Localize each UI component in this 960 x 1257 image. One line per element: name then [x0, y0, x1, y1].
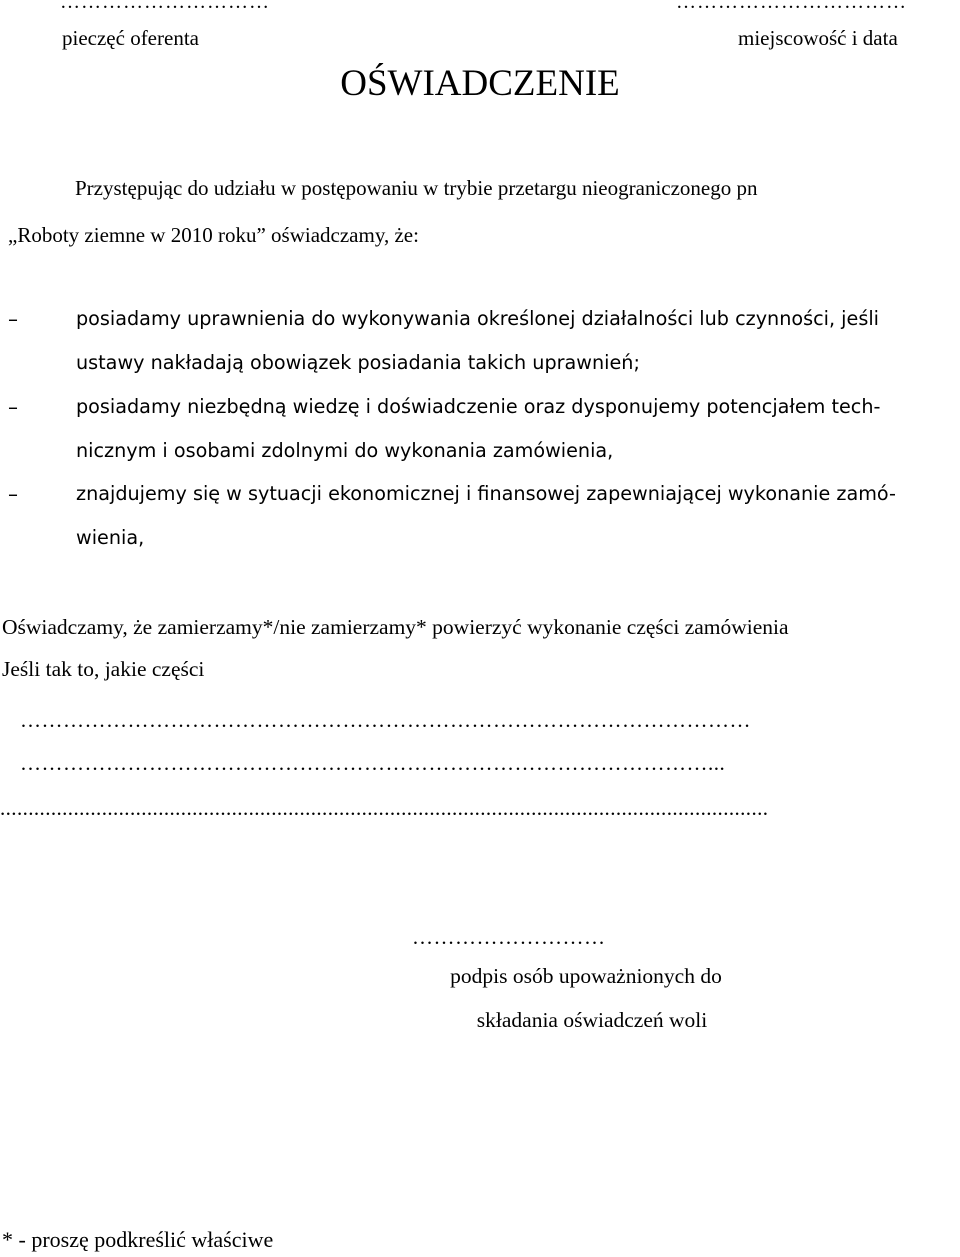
list-item-2-line-1: posiadamy niezbędną wiedzę i doświadczenie oraz dysponujemy potencjałem tech-	[76, 395, 881, 418]
stamp-label: pieczęć oferenta	[62, 26, 199, 50]
intro-line-1: Przystępując do udziału w postępowaniu w trybie przetargu nieograniczonego pn	[75, 176, 758, 200]
list-dash: –	[8, 307, 18, 331]
subcontract-statement: Oświadczamy, że zamierzamy*/nie zamierzamy* powierzyć wykonanie części zamówienia	[2, 615, 789, 639]
subcontract-question: Jeśli tak to, jakie części	[2, 657, 205, 681]
signature-label-line-2: składania oświadczeń woli	[476, 1008, 708, 1032]
footnote: * - proszę podkreślić właściwe	[2, 1227, 274, 1252]
place-date-dotted-line: ……………………………	[676, 0, 907, 13]
intro-line-2: „Roboty ziemne w 2010 roku” oświadczamy, że:	[8, 223, 419, 247]
answer-dotted-line-2: ……………………………………………………………………………………...	[20, 751, 726, 775]
list-dash: –	[8, 395, 18, 419]
list-dash: –	[8, 482, 18, 506]
list-item-2-line-2: nicznym i osobami zdolnymi do wykonania zamówienia,	[76, 439, 614, 462]
signature-dotted-line: ………………………	[412, 925, 606, 949]
list-item-1-line-1: posiadamy uprawnienia do wykonywania określonej działalności lub czynności, jeśli	[76, 307, 879, 330]
list-item-3-line-2: wienia,	[76, 526, 145, 549]
list-item-1-line-2: ustawy nakładają obowiązek posiadania takich uprawnień;	[76, 351, 640, 374]
answer-dotted-line-3: ........................................................................................................................................	[0, 796, 769, 820]
list-item-3-line-1: znajdujemy się w sytuacji ekonomicznej i finansowej zapewniającej wykonanie zamó-	[76, 482, 896, 505]
answer-dotted-line-1: …………………………………………………………………………………………	[20, 708, 751, 732]
document-title: OŚWIADCZENIE	[340, 63, 620, 104]
place-date-label: miejscowość i data	[738, 26, 898, 50]
signature-label-line-1: podpis osób upoważnionych do	[450, 964, 722, 988]
stamp-dotted-line: …………………………	[60, 0, 270, 13]
